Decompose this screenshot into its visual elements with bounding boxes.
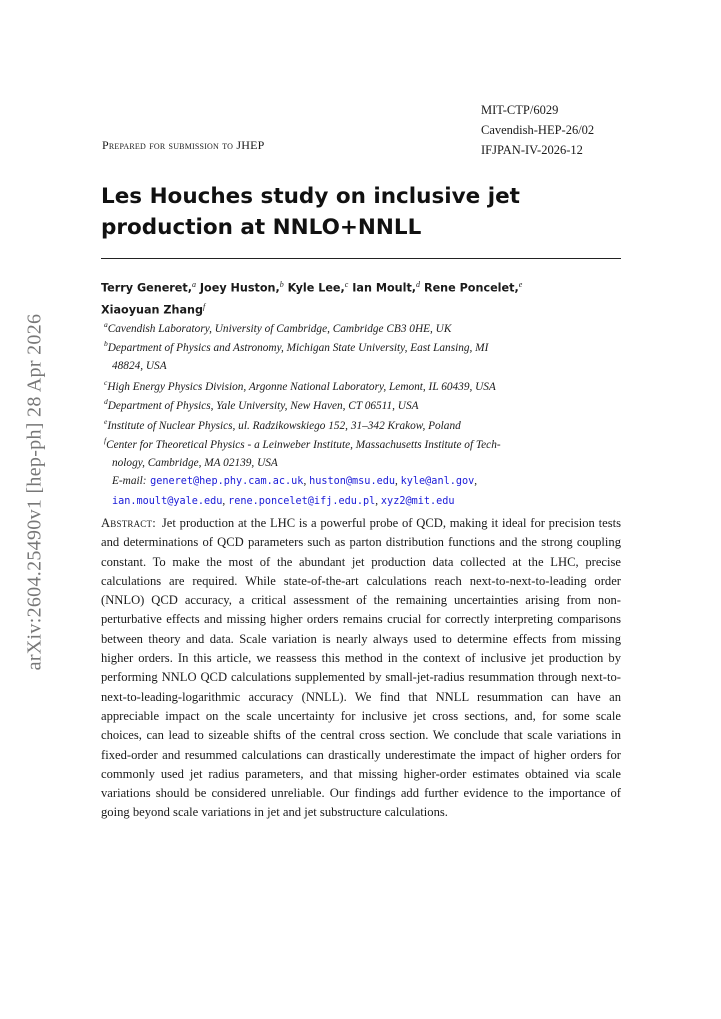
email-link[interactable]: generet@hep.phy.cam.ac.uk — [150, 476, 304, 487]
report-number: IFJPAN-IV-2026-12 — [481, 143, 583, 157]
author-name: Rene Poncelet, — [423, 281, 519, 295]
author-name: Xiaoyuan Zhang — [101, 303, 203, 317]
author-affil-mark: e — [518, 280, 523, 289]
affiliation-text-cont: nology, Cambridge, MA 02139, USA — [112, 456, 278, 469]
author-name: Terry Generet, — [101, 281, 192, 295]
author-affil-mark: d — [416, 280, 421, 289]
author-list — [101, 276, 626, 319]
affiliation-a: $^a$Cavendish Laboratory, University of Cambridge, Cambridge CB3 0HE, UK — [104, 320, 452, 335]
affiliation-b: $^b$Department of Physics and Astronomy, Michigan State University, East Lansing, MI 48824, USA — [104, 335, 624, 375]
abstract-text: Jet production at the LHC is a powerful probe of QCD, making it ideal for precision tests and determinations of QCD parameters such as parton distribution functions and the strong coupling constant. To make the most of the abundant jet production data collected at the LHC, precise calculations are required. While state-of-the-art calculations reach next-to-next-to-leading order (NNLO) QCD accuracy, a critical assessment of the remaining uncertainties arising from non-perturbative effects and missing higher orders remains crucial for correctly interpreting comparisons between theory and data. Scale variation is nearly always used to determine effects from missing higher orders. In this article, we reassess this method in the context of inclusive jet production by performing NNLO QCD calculations supplemented by small-jet-radius resummation through next-to-next-to-leading-logarithmic accuracy (NNLL). We find that NNLL resummation can have an appreciable impact on the scale uncertainty for inclusive jet cross sections, and, for some scale choices, can lead to sizeable shifts of the central cross section. We conclude that scale variations in fixed-order and resummed calculations can drastically underestimate the impact of higher orders for commonly used jet radius parameters, and that missing higher-order estimates obtained via scale variations should be considered unreliable. Our findings add further evidence to the importance of going beyond scale variations in jet and jet substructure calculations. — [101, 516, 621, 820]
affiliation-text-cont: 48824, USA — [112, 359, 167, 372]
arxiv-id[interactable]: arXiv:2604.25490v1 [hep-ph] 28 Apr 2026 — [23, 313, 46, 671]
affiliation-text: Department of Physics and Astronomy, Michigan State University, East Lansing, MI — [107, 341, 489, 354]
email-link[interactable]: ian.moult@yale.edu — [112, 496, 223, 507]
affiliation-text: Center for Theoretical Physics - a Leinweber Institute, Massachusetts Institute of Tech- — [106, 438, 501, 451]
arxiv-stamp — [20, 292, 50, 692]
author-name: Kyle Lee, — [287, 281, 345, 295]
author-name: Ian Moult, — [352, 281, 417, 295]
title-rule — [101, 258, 621, 259]
affiliation-e: $^e$Institute of Nuclear Physics, ul. Radzikowskiego 152, 31–342 Krakow, Poland — [104, 417, 461, 432]
email-link[interactable]: rene.poncelet@ifj.edu.pl — [228, 496, 376, 507]
author-affil-mark: b — [279, 280, 284, 289]
email-label: E-mail: — [112, 475, 147, 487]
report-number: Cavendish-HEP-26/02 — [481, 123, 595, 137]
email-block: E-mail: generet@hep.phy.cam.ac.uk, huston@msu.edu, kyle@anl.gov, ian.moult@yale.edu, rene.poncelet@ifj.edu.pl, xyz2@mit.edu — [112, 475, 478, 507]
author-affil-mark: f — [202, 301, 206, 311]
email-link[interactable]: kyle@anl.gov — [400, 476, 475, 487]
affiliation-text: Cavendish Laboratory, University of Cambridge, Cambridge CB3 0HE, UK — [107, 322, 452, 335]
paper-title: Les Houches study on inclusive jet production at NNLO+NNLL — [101, 184, 520, 240]
affiliation-d: $^d$Department of Physics, Yale University, New Haven, CT 06511, USA — [104, 397, 419, 412]
affiliation-text: Department of Physics, Yale University, New Haven, CT 06511, USA — [107, 399, 419, 412]
email-link[interactable]: huston@msu.edu — [309, 476, 395, 487]
report-numbers — [481, 100, 594, 160]
author-name: Joey Huston, — [199, 281, 280, 295]
abstract-label: Abstract: — [101, 516, 156, 530]
report-number: MIT-CTP/6029 — [481, 103, 559, 117]
affiliation-c: $^c$High Energy Physics Division, Argonne National Laboratory, Lemont, IL 60439, USA — [104, 378, 496, 393]
author-affil-mark: c — [344, 280, 349, 289]
affiliation-text: Institute of Nuclear Physics, ul. Radzikowskiego 152, 31–342 Krakow, Poland — [107, 419, 461, 432]
author-affil-mark: a — [191, 280, 196, 289]
abstract — [101, 514, 621, 823]
submission-note: Prepared for submission to JHEP — [102, 138, 265, 152]
affiliation-f: $^f$Center for Theoretical Physics - a Leinweber Institute, Massachusetts Institute of Tech- nology, Cambridge, MA 02139, USA — [104, 432, 624, 472]
email-link[interactable]: xyz2@mit.edu — [380, 496, 455, 507]
affiliation-text: High Energy Physics Division, Argonne National Laboratory, Lemont, IL 60439, USA — [107, 380, 496, 393]
